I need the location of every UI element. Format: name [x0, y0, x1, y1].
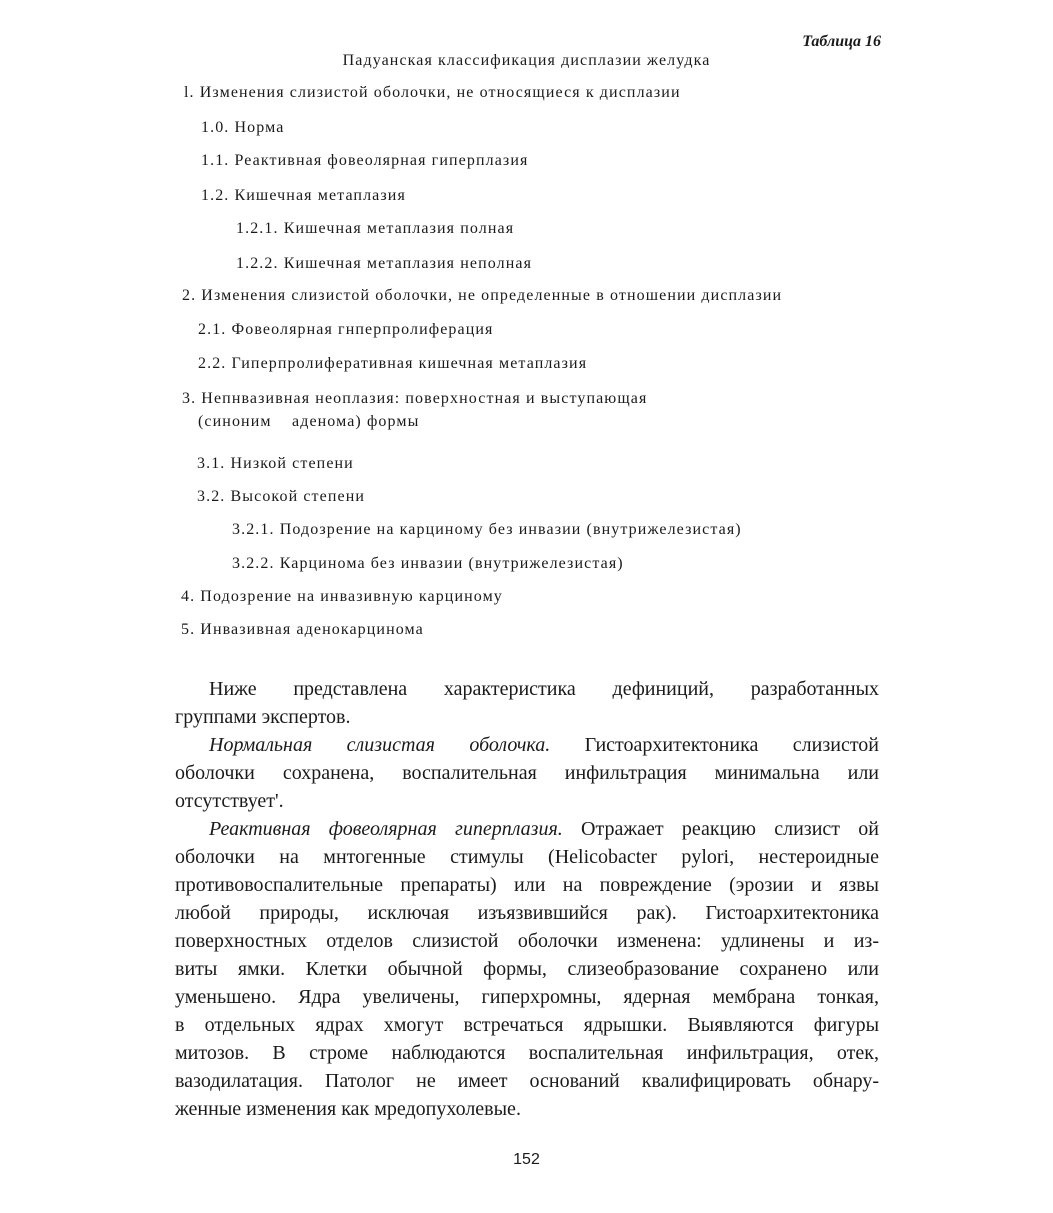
text-line: группами экспертов. [175, 706, 351, 728]
text-line: митозов. В строме наблюдаются воспалительная инфильтрация, отек, [175, 1042, 879, 1064]
classification-item: 3.1. Низкой степени [197, 455, 354, 472]
classification-item: 1.0. Норма [201, 119, 285, 136]
classification-item: 4. Подозрение на инвазивную карциному [181, 588, 503, 605]
text-line: виты ямки. Клетки обычной формы, слизеобразование сохранено или [175, 958, 879, 980]
text-line: вазодилатация. Патолог не имеет оснований квалифицировать обнару- [175, 1070, 879, 1092]
classification-item: (синоним аденома) формы [198, 413, 420, 430]
classification-item: 3.2.1. Подозрение на карциному без инвазии (внутрижелезистая) [232, 521, 742, 538]
text-line: противовоспалительные препараты) или на повреждение (эрозии и язвы [175, 874, 879, 896]
classification-item: 1.2.1. Кишечная метаплазия полная [236, 220, 515, 237]
definition-term: Реактивная фовеолярная гиперплазия. [209, 818, 563, 840]
classification-item: 1.2. Кишечная метаплазия [201, 187, 406, 204]
table-title: Падуанская классификация дисплазии желудка [342, 52, 711, 69]
classification-item: 1.2.2. Кишечная метаплазия неполная [236, 255, 533, 272]
text-line: оболочки сохранена, воспалительная инфильтрация минимальна или [175, 762, 879, 784]
classification-item: 2. Изменения слизистой оболочки, не определенные в отношении дисплазии [182, 287, 783, 304]
text-line: поверхностных отделов слизистой оболочки изменена: удлинены и из- [175, 930, 879, 952]
definition-term: Нормальная слизистая оболочка. [209, 734, 551, 756]
classification-item: l. Изменения слизистой оболочки, не относящиеся к дисплазии [184, 84, 681, 101]
classification-item: 2.1. Фовеолярная гнперпролиферация [198, 321, 494, 338]
classification-item: 3. Непнвазивная неоплазия: поверхностная и выступающая [182, 390, 648, 407]
classification-item: 1.1. Реактивная фовеолярная гиперплазия [201, 152, 529, 169]
text-line: женные изменения как мредопухолевые. [175, 1098, 521, 1120]
text-line: Реактивная фовеолярная гиперплазия. Отражает реакцию слизист ой [209, 818, 879, 840]
classification-item: 3.2. Высокой степени [197, 488, 366, 505]
page-number: 152 [513, 1151, 540, 1168]
classification-item: 5. Инвазивная аденокарцинома [181, 621, 424, 638]
text-line: Нормальная слизистая оболочка. Гистоархитектоника слизистой [209, 734, 879, 756]
classification-item: 3.2.2. Карцинома без инвазии (внутрижелезистая) [232, 555, 624, 572]
text-line: любой природы, исключая изъязвившийся рак). Гистоархитектоника [175, 902, 879, 924]
text-line: Ниже представлена характеристика дефиниций, разработанных [209, 678, 879, 700]
paragraph-normal-mucosa [175, 731, 879, 815]
text-line: отсутствует'. [175, 790, 284, 812]
text-line: уменьшено. Ядра увеличены, гиперхромны, ядерная мембрана тонкая, [175, 986, 879, 1008]
paragraph-intro [175, 675, 879, 731]
classification-item: 2.2. Гиперпролиферативная кишечная метаплазия [198, 355, 588, 372]
text-line: в отдельных ядрах хмогут встречаться ядрышки. Выявляются фигуры [175, 1014, 879, 1036]
table-label: Таблица 16 [802, 33, 881, 50]
text-line: оболочки на мнтогенные стимулы (Helicobacter pylori, нестероидные [175, 846, 879, 868]
paragraph-reactive-hyperplasia [175, 815, 879, 1123]
